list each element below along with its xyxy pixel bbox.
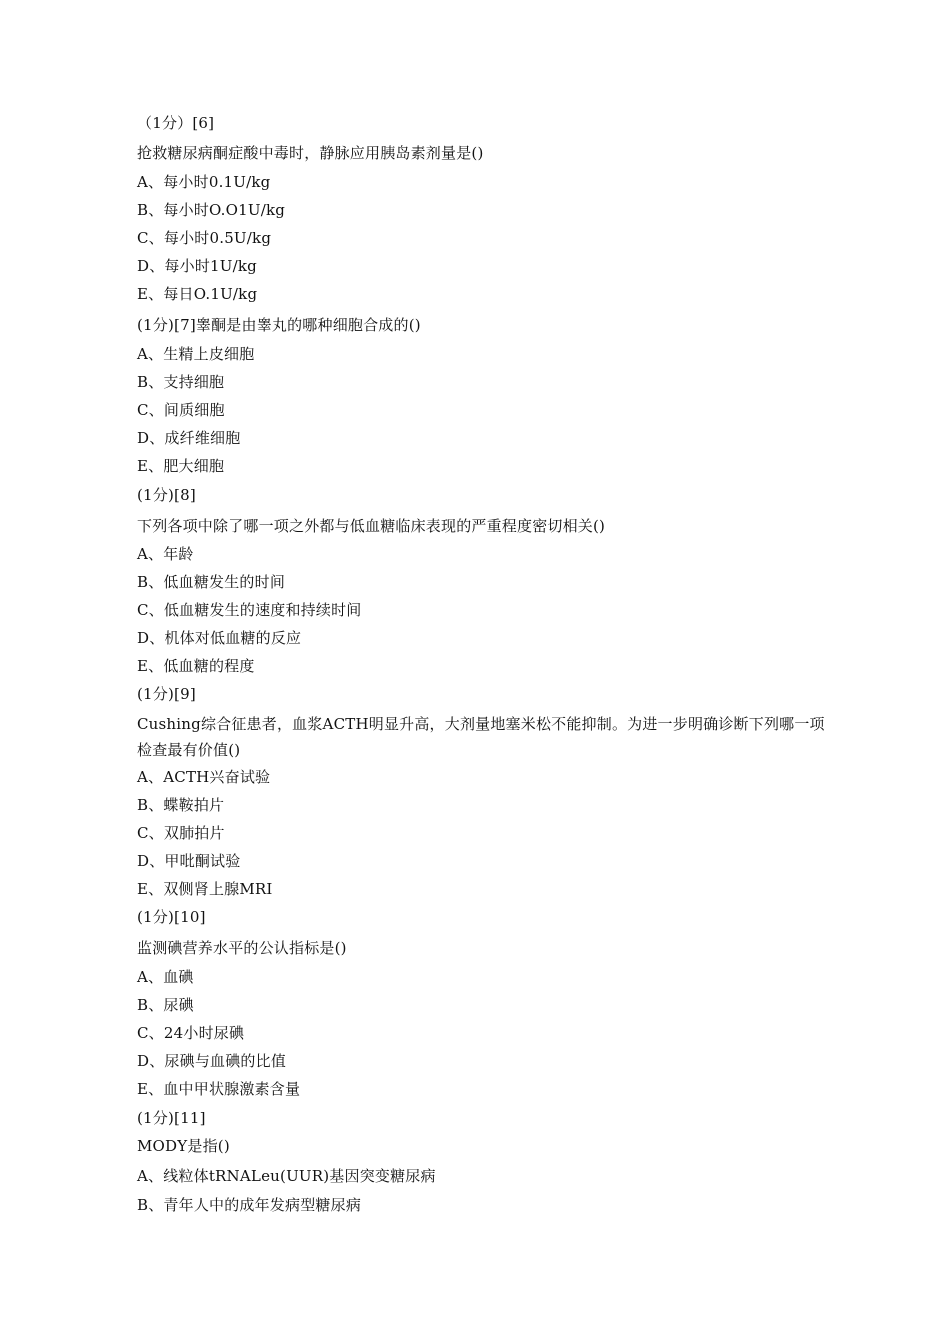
question-7-header bbox=[137, 315, 421, 335]
question-6-option-e: E、每日O.1U/kg bbox=[137, 285, 258, 303]
question-11-stem: MODY是指() bbox=[137, 1137, 230, 1155]
question-8-option-a: A、年龄 bbox=[137, 545, 194, 563]
question-9-option-e: E、双侧肾上腺MRI bbox=[137, 880, 273, 898]
question-7-option-e: E、肥大细胞 bbox=[137, 457, 225, 475]
question-8-option-b: B、低血糖发生的时间 bbox=[137, 573, 286, 591]
question-6-stem: 抢救糖尿病酮症酸中毒时，静脉应用胰岛素剂量是() bbox=[137, 144, 484, 162]
question-11-option-b: B、青年人中的成年发病型糖尿病 bbox=[137, 1196, 362, 1214]
question-6-option-a: A、每小时0.1U/kg bbox=[137, 173, 271, 191]
question-6-score: （1分）[6] bbox=[137, 114, 215, 132]
question-11-option-a: A、线粒体tRNALeu(UUR)基因突变糖尿病 bbox=[137, 1167, 436, 1185]
question-10-option-d: D、尿碘与血碘的比值 bbox=[137, 1052, 287, 1070]
question-9-option-a: A、ACTH兴奋试验 bbox=[137, 768, 271, 786]
question-6-option-c: C、每小时0.5U/kg bbox=[137, 229, 272, 247]
question-11-score: (1分)[11] bbox=[137, 1109, 206, 1127]
question-7-stem: 睾酮是由睾丸的哪种细胞合成的() bbox=[195, 316, 421, 334]
question-9-option-d: D、甲吡酮试验 bbox=[137, 852, 241, 870]
question-8-score: (1分)[8] bbox=[137, 486, 196, 504]
question-6-option-b: B、每小时O.O1U/kg bbox=[137, 201, 286, 219]
question-8-option-d: D、机体对低血糖的反应 bbox=[137, 629, 302, 647]
question-9-option-b: B、蝶鞍拍片 bbox=[137, 796, 225, 814]
question-7-option-d: D、成纤维细胞 bbox=[137, 429, 241, 447]
question-10-option-c: C、24小时尿碘 bbox=[137, 1024, 245, 1042]
question-10-option-a: A、血碘 bbox=[137, 968, 194, 986]
question-7-option-c: C、间质细胞 bbox=[137, 401, 225, 419]
question-9-stem: Cushing综合征患者，血浆ACTH明显升高，大剂量地塞米松不能抑制。为进一步明确诊断下列哪一项检查最有价值() bbox=[137, 715, 825, 759]
question-9-option-c: C、双肺拍片 bbox=[137, 824, 225, 842]
question-10-option-b: B、尿碘 bbox=[137, 996, 194, 1014]
question-7-score: (1分)[7] bbox=[137, 316, 196, 334]
question-8-option-e: E、低血糖的程度 bbox=[137, 657, 255, 675]
question-6-option-d: D、每小时1U/kg bbox=[137, 257, 257, 275]
question-10-score: (1分)[10] bbox=[137, 908, 206, 926]
question-7-option-b: B、支持细胞 bbox=[137, 373, 225, 391]
question-10-option-e: E、血中甲状腺激素含量 bbox=[137, 1080, 301, 1098]
question-10-stem: 监测碘营养水平的公认指标是() bbox=[137, 939, 347, 957]
question-8-option-c: C、低血糖发生的速度和持续时间 bbox=[137, 601, 362, 619]
question-7-option-a: A、生精上皮细胞 bbox=[137, 345, 255, 363]
question-9-score: (1分)[9] bbox=[137, 685, 196, 703]
question-8-stem: 下列各项中除了哪一项之外都与低血糖临床表现的严重程度密切相关() bbox=[137, 517, 606, 535]
